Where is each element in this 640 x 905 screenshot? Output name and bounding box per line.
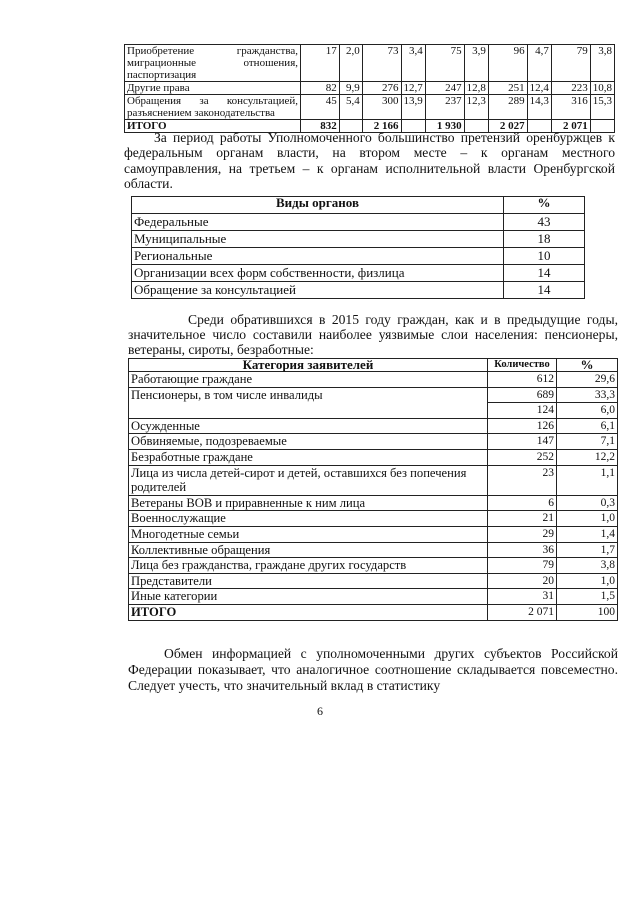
table-row (129, 558, 618, 574)
cell-count: 31 (488, 589, 557, 605)
cell-count: 2 071 (551, 120, 590, 133)
cell-percent: 12,3 (464, 95, 488, 120)
column-header: % (504, 197, 585, 214)
cell-percent: 33,3 (557, 387, 618, 403)
row-label: Организации всех форм собственности, физлица (132, 265, 504, 282)
table-row (132, 231, 585, 248)
cell-count: 124 (488, 403, 557, 419)
table-row (129, 542, 618, 558)
row-label: Другие права (125, 82, 301, 95)
table-row (132, 265, 585, 282)
row-label: Военнослужащие (129, 511, 488, 527)
cell-count: 223 (551, 82, 590, 95)
cell-count: 252 (488, 449, 557, 465)
table-row (129, 449, 618, 465)
cell-count: 612 (488, 372, 557, 388)
cell-count: 96 (488, 45, 527, 82)
cell-percent: 1,4 (557, 526, 618, 542)
table-row (129, 372, 618, 388)
cell-count: 17 (301, 45, 340, 82)
column-header: % (557, 359, 618, 372)
cell-percent: 4,7 (527, 45, 551, 82)
table-total-row (129, 604, 618, 620)
cell-count: 276 (362, 82, 401, 95)
cell-percent: 3,8 (590, 45, 614, 82)
cell-percent: 1,7 (557, 542, 618, 558)
row-label: Обвиняемые, подозреваемые (129, 434, 488, 450)
authority-types-table (131, 196, 585, 299)
cell-percent: 6,1 (557, 418, 618, 434)
row-label: ИТОГО (125, 120, 301, 133)
cell-percent: 14,3 (527, 95, 551, 120)
cell-percent: 12,2 (557, 449, 618, 465)
cell-percent: 1,0 (557, 511, 618, 527)
cell-percent: 13,9 (401, 95, 425, 120)
cell-count: 1 930 (425, 120, 464, 133)
cell-count: 247 (425, 82, 464, 95)
cell-percent: 3,9 (464, 45, 488, 82)
table-row (129, 495, 618, 511)
cell-percent: 14 (504, 282, 585, 299)
cell-count: 2 166 (362, 120, 401, 133)
row-label: Ветераны ВОВ и приравненные к ним лица (129, 495, 488, 511)
paragraph-applicants: Среди обратившихся в 2015 году граждан, как и в предыдущие годы, значительное число составили наиболее уязвимые слои населения: пенсионеры, ветераны, сироты, безработные: (128, 312, 618, 357)
cell-percent: 1,0 (557, 573, 618, 589)
cell-count: 79 (488, 558, 557, 574)
table-row (129, 511, 618, 527)
cell-percent: 10 (504, 248, 585, 265)
cell-count: 147 (488, 434, 557, 450)
cell-percent: 15,3 (590, 95, 614, 120)
cell-count: 82 (301, 82, 340, 95)
cell-count: 75 (425, 45, 464, 82)
cell-percent: 10,8 (590, 82, 614, 95)
cell-percent: 6,0 (557, 403, 618, 419)
row-label: Федеральные (132, 214, 504, 231)
cell-percent: 12,7 (401, 82, 425, 95)
cell-percent: 100 (557, 604, 618, 620)
cell-count: 20 (488, 573, 557, 589)
cell-percent: 3,4 (401, 45, 425, 82)
table-row (129, 434, 618, 450)
cell-count: 21 (488, 511, 557, 527)
cell-count: 689 (488, 387, 557, 403)
row-label: Обращение за консультацией (132, 282, 504, 299)
table-row (132, 282, 585, 299)
table-header-row (132, 197, 585, 214)
table-row (129, 526, 618, 542)
row-label: Муниципальные (132, 231, 504, 248)
cell-count: 237 (425, 95, 464, 120)
row-label: Представители (129, 573, 488, 589)
column-header: Количество (488, 359, 557, 372)
appeals-by-year-table (124, 44, 615, 133)
row-label: Коллективные обращения (129, 542, 488, 558)
row-label: Многодетные семьи (129, 526, 488, 542)
paragraph-exchange: Обмен информацией с уполномоченными других субъектов Российской Федерации показывает, что аналогичное соотношение складывается повсеместно. Следует учесть, что значительный вклад в статистику (128, 646, 618, 693)
table-row (125, 82, 615, 95)
cell-count: 316 (551, 95, 590, 120)
cell-percent: 12,4 (527, 82, 551, 95)
cell-count: 36 (488, 542, 557, 558)
cell-count: 2 027 (488, 120, 527, 133)
row-label: Обращения за консультацией, разъяснением законодательства (125, 95, 301, 120)
cell-count: 6 (488, 495, 557, 511)
table-row (129, 387, 618, 403)
cell-percent: 9,9 (339, 82, 362, 95)
table-row (129, 465, 618, 495)
cell-percent: 14 (504, 265, 585, 282)
row-label: Лица из числа детей-сирот и детей, оставшихся без попечения родителей (129, 465, 488, 495)
row-label: Иные категории (129, 589, 488, 605)
row-label: Осужденные (129, 418, 488, 434)
row-label: Приобретение гражданства, миграционные отношения, паспортизация (125, 45, 301, 82)
cell-percent: 1,5 (557, 589, 618, 605)
cell-percent: 29,6 (557, 372, 618, 388)
cell-percent: 5,4 (339, 95, 362, 120)
cell-percent: 1,1 (557, 465, 618, 495)
cell-percent: 12,8 (464, 82, 488, 95)
cell-percent: 0,3 (557, 495, 618, 511)
table-row (132, 214, 585, 231)
paragraph-authorities: За период работы Уполномоченного большинство претензий оренбуржцев к федеральным органам власти, на втором месте – к органам местного самоуправления, на третьем – к органам исполнительной власти Оренбургской области. (124, 130, 615, 192)
cell-count: 289 (488, 95, 527, 120)
row-label: Региональные (132, 248, 504, 265)
cell-count: 45 (301, 95, 340, 120)
cell-count: 73 (362, 45, 401, 82)
cell-count: 23 (488, 465, 557, 495)
table-row (129, 418, 618, 434)
cell-count: 251 (488, 82, 527, 95)
applicant-categories-table (128, 358, 618, 621)
table-header-row (129, 359, 618, 372)
table-row (125, 95, 615, 120)
cell-count: 300 (362, 95, 401, 120)
row-label: ИТОГО (129, 604, 488, 620)
row-label: Безработные граждане (129, 449, 488, 465)
cell-percent: 3,8 (557, 558, 618, 574)
column-header: Категория заявителей (129, 359, 488, 372)
table-row (129, 589, 618, 605)
cell-count: 29 (488, 526, 557, 542)
table-row (125, 45, 615, 82)
cell-count: 79 (551, 45, 590, 82)
table-row (132, 248, 585, 265)
cell-percent: 2,0 (339, 45, 362, 82)
row-label: Лица без гражданства, граждане других государств (129, 558, 488, 574)
cell-percent: 7,1 (557, 434, 618, 450)
cell-count: 832 (301, 120, 340, 133)
cell-percent: 43 (504, 214, 585, 231)
cell-count: 126 (488, 418, 557, 434)
cell-count: 2 071 (488, 604, 557, 620)
column-header: Виды органов (132, 197, 504, 214)
row-label: Пенсионеры, в том числе инвалиды (129, 387, 488, 418)
row-label: Работающие граждане (129, 372, 488, 388)
table-row (129, 573, 618, 589)
cell-percent: 18 (504, 231, 585, 248)
page-number: 6 (317, 704, 323, 718)
